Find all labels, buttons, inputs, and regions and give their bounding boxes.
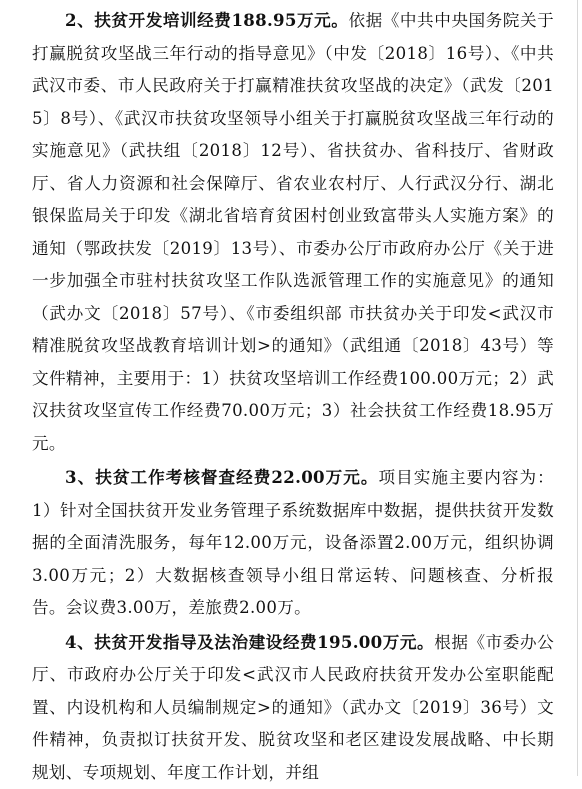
paragraph-training-funds <box>32 4 554 460</box>
paragraph-guidance-funds <box>32 626 554 789</box>
paragraph-heading: 3、扶贫工作考核督查经费22.00万元。 <box>65 467 379 487</box>
paragraph-heading: 2、扶贫开发培训经费188.95万元。 <box>65 10 348 30</box>
paragraph-body: 依据《中共中央国务院关于打赢脱贫攻坚战三年行动的指导意见》（中发〔2018〕16号）、《中共武汉市委、市人民政府关于打赢精准扶贫攻坚战的决定》（武发〔2015〕8号）、《武汉市扶贫攻坚领导小组关于打赢脱贫攻坚战三年行动的实施意见》（武扶组〔2018〕12号）、省扶贫办、省科技厅、省财政厅、省人力资源和社会保障厅、省农业农村厅、人行武汉分行、湖北银保监局关于印发《湖北省培育贫困村创业致富带头人实施方案》的通知（鄂政扶发〔2019〕13号）、市委办公厅市政府办公厅《关于进一步加强全市驻村扶贫攻坚工作队选派管理工作的实施意见》的通知（武办文〔2018〕57号）、《市委组织部 市扶贫办关于印发<武汉市精准脱贫攻坚战教育培训计划>的通知》（武组通〔2018〕43号）等文件精神，主要用于：1）扶贫攻坚培训工作经费100.00万元；2）武汉扶贫攻坚宣传工作经费70.00万元；3）社会扶贫工作经费18.95万元。 <box>32 11 554 453</box>
paragraph-body: 根据《市委办公厅、市政府办公厅关于印发<武汉市人民政府扶贫开发办公室职能配置、内设机构和人员编制规定>的通知》（武办文〔2019〕36号）文件精神，负责拟订扶贫开发、脱贫攻坚和老区建设发展战略、中长期规划、专项规划、年度工作计划，并组 <box>32 633 554 782</box>
paragraph-heading: 4、扶贫开发指导及法治建设经费195.00万元。 <box>65 632 434 652</box>
page-edge-line <box>577 0 578 776</box>
paragraph-supervision-funds <box>32 461 554 625</box>
document-page <box>32 4 554 789</box>
paragraph-body: 项目实施主要内容为：1）针对全国扶贫开发业务管理子系统数据库中数据，提供扶贫开发数据的全面清洗服务，每年12.00万元，设备添置2.00万元，组织协调3.00万元；2）大数据核查领导小组日常运转、问题核查、分析报告。会议费3.00万，差旅费2.00万。 <box>32 468 554 617</box>
